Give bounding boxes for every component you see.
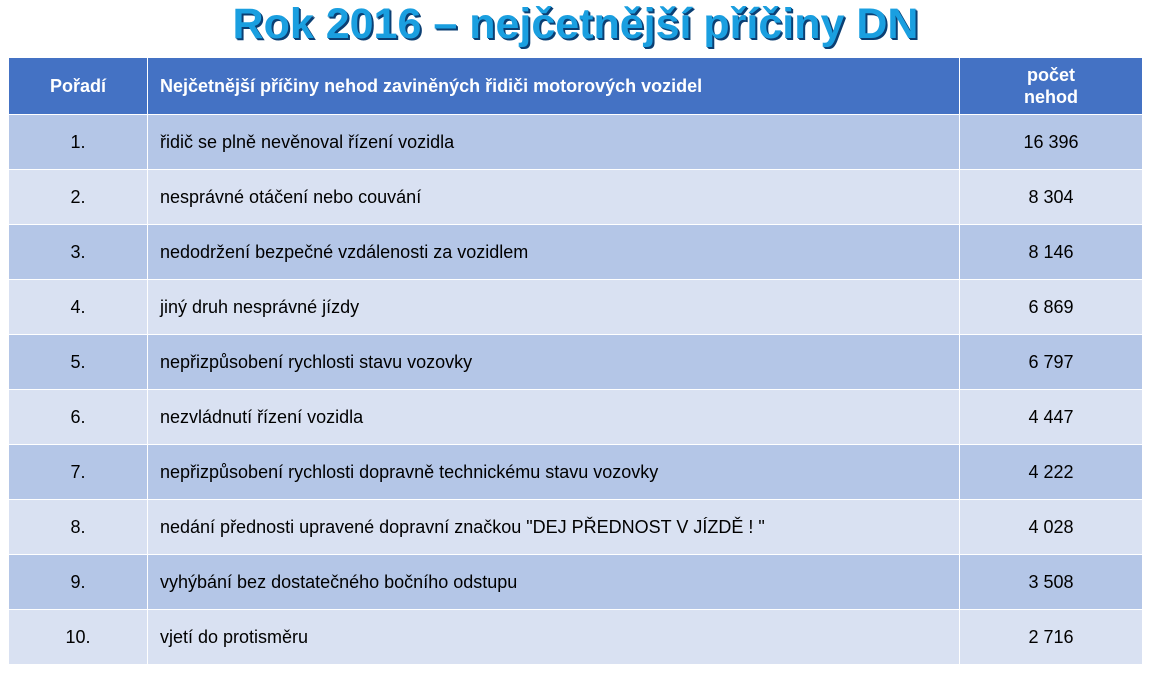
row-rank: 6. — [9, 390, 148, 445]
row-count: 8 304 — [960, 170, 1143, 225]
accident-causes-table — [8, 57, 1143, 665]
row-rank: 7. — [9, 445, 148, 500]
row-count: 3 508 — [960, 555, 1143, 610]
row-rank: 10. — [9, 610, 148, 665]
table-header-row — [9, 58, 1143, 115]
row-cause: nesprávné otáčení nebo couvání — [148, 170, 960, 225]
row-cause: řidič se plně nevěnoval řízení vozidla — [148, 115, 960, 170]
row-rank: 2. — [9, 170, 148, 225]
row-count: 4 028 — [960, 500, 1143, 555]
table-row — [9, 610, 1143, 665]
row-cause: vyhýbání bez dostatečného bočního odstupu — [148, 555, 960, 610]
row-cause: nedání přednosti upravené dopravní značkou "DEJ PŘEDNOST V JÍZDĚ ! " — [148, 500, 960, 555]
row-count: 16 396 — [960, 115, 1143, 170]
header-count-line1: počet — [1026, 65, 1075, 85]
row-count: 8 146 — [960, 225, 1143, 280]
row-count: 6 797 — [960, 335, 1143, 390]
header-cause: Nejčetnější příčiny nehod zaviněných řidiči motorových vozidel — [148, 58, 960, 115]
table-row — [9, 115, 1143, 170]
header-count — [960, 58, 1143, 115]
table-row — [9, 225, 1143, 280]
row-count: 4 222 — [960, 445, 1143, 500]
row-cause: jiný druh nesprávné jízdy — [148, 280, 960, 335]
row-count: 2 716 — [960, 610, 1143, 665]
row-rank: 9. — [9, 555, 148, 610]
header-rank: Pořadí — [9, 58, 148, 115]
header-count-line2: nehod — [1024, 87, 1078, 107]
table-row — [9, 390, 1143, 445]
row-cause: nepřizpůsobení rychlosti dopravně technickému stavu vozovky — [148, 445, 960, 500]
row-cause: nepřizpůsobení rychlosti stavu vozovky — [148, 335, 960, 390]
row-cause: vjetí do protisměru — [148, 610, 960, 665]
table-row — [9, 335, 1143, 390]
table-row — [9, 445, 1143, 500]
row-count: 4 447 — [960, 390, 1143, 445]
table-row — [9, 280, 1143, 335]
row-rank: 5. — [9, 335, 148, 390]
table-row — [9, 170, 1143, 225]
row-rank: 1. — [9, 115, 148, 170]
row-rank: 8. — [9, 500, 148, 555]
row-rank: 4. — [9, 280, 148, 335]
page-title: Rok 2016 – nejčetnější příčiny DN — [232, 0, 919, 48]
row-rank: 3. — [9, 225, 148, 280]
table-row — [9, 555, 1143, 610]
row-cause: nedodržení bezpečné vzdálenosti za vozidlem — [148, 225, 960, 280]
row-cause: nezvládnutí řízení vozidla — [148, 390, 960, 445]
row-count: 6 869 — [960, 280, 1143, 335]
table-row — [9, 500, 1143, 555]
